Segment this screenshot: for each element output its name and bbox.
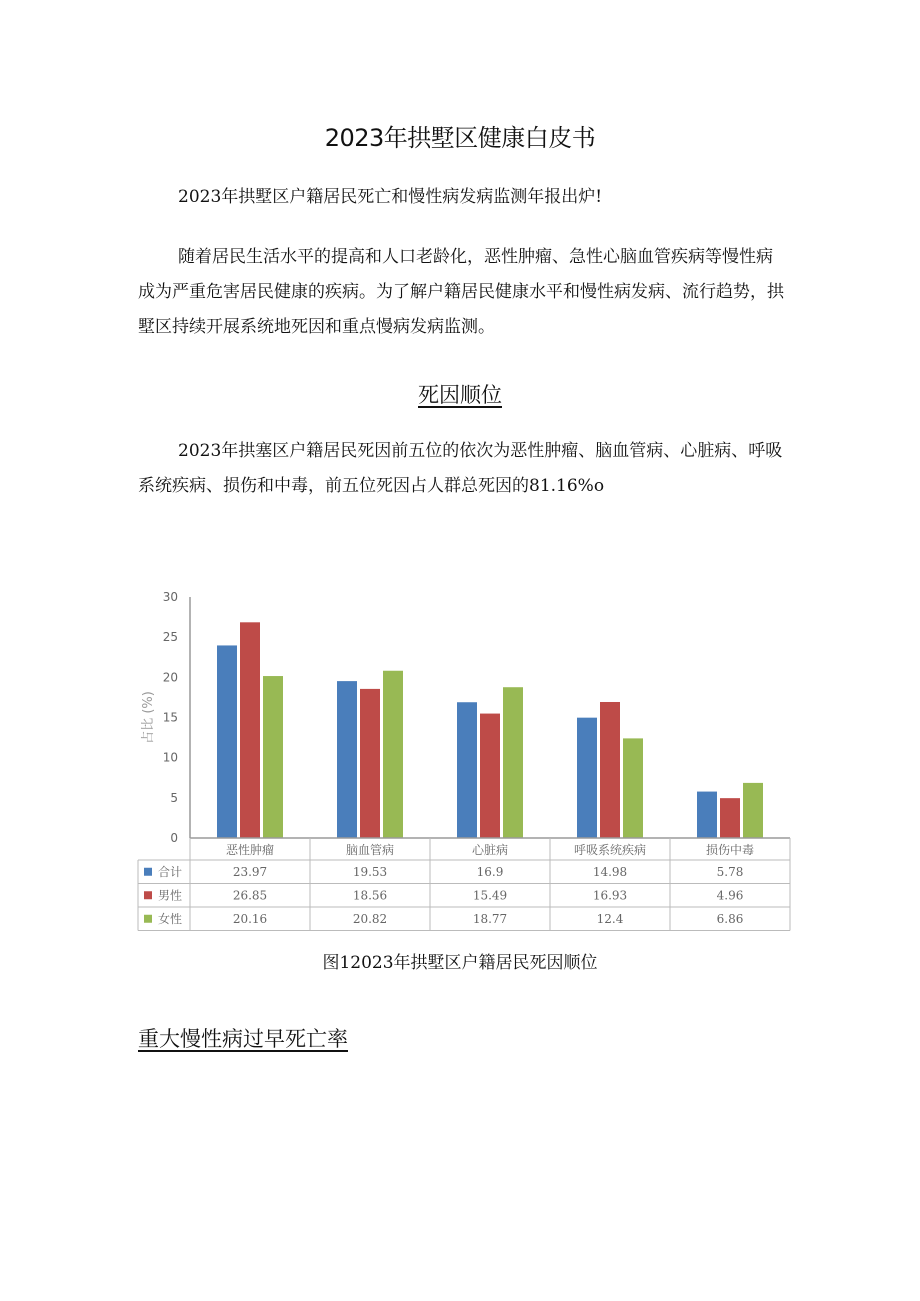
lead-sentence: 2023年拱墅区户籍居民死亡和慢性病发病监测年报出炉! — [178, 187, 603, 207]
table-value: 5.78 — [716, 864, 744, 879]
bar-female — [263, 676, 283, 838]
legend-swatch — [144, 868, 152, 876]
table-value: 16.9 — [476, 864, 504, 879]
cause-ranking-paragraph — [138, 434, 798, 504]
table-value: 20.82 — [352, 911, 388, 926]
table-value: 26.85 — [232, 888, 268, 903]
bar-male — [240, 622, 260, 838]
table-value: 23.97 — [232, 864, 268, 879]
bar-total — [577, 718, 597, 838]
x-category-label: 心脏病 — [471, 843, 509, 857]
intro-paragraph-text: 随着居民生活水平的提高和人口老龄化，恶性肿瘤、急性心脑血管疾病等慢性病成为严重危害居民健康的疾病。为了解户籍居民健康水平和慢性病发病、流行趋势，拱墅区持续开展系统地死因和重点慢病发病监测。 — [138, 247, 784, 337]
document-title: 2023年拱墅区健康白皮书 — [324, 124, 596, 152]
section-heading-premature-mortality: 重大慢性病过早死亡率 — [138, 1027, 348, 1051]
section-heading-cause-ranking — [0, 379, 920, 409]
table-value: 15.49 — [472, 888, 508, 903]
x-category-label: 脑血管病 — [345, 843, 395, 857]
table-value: 18.56 — [352, 888, 388, 903]
y-tick-label: 20 — [162, 670, 178, 685]
death-cause-bar-chart — [130, 580, 795, 935]
intro-paragraph — [138, 240, 788, 345]
table-value: 4.96 — [716, 888, 744, 903]
cause-ranking-paragraph-text: 2023年拱塞区户籍居民死因前五位的依次为恶性肿瘤、脑血管病、心脏病、呼吸系统疾病、损伤和中毒，前五位死因占人群总死因的81.16%o — [138, 441, 783, 496]
x-category-label: 损伤中毒 — [705, 843, 755, 857]
table-value: 6.86 — [716, 911, 744, 926]
bar-female — [503, 687, 523, 838]
legend-swatch — [144, 915, 152, 923]
y-tick-label: 0 — [170, 831, 178, 845]
legend-label: 女性 — [158, 911, 183, 926]
figure-caption: 图12023年拱墅区户籍居民死因顺位 — [322, 953, 598, 973]
bar-male — [720, 798, 740, 838]
x-category-label: 恶性肿瘤 — [225, 843, 275, 857]
legend-label: 合计 — [158, 864, 183, 879]
bar-total — [217, 645, 237, 838]
y-tick-label: 30 — [162, 590, 178, 604]
y-axis-label: 占比 (%) — [141, 691, 156, 744]
y-tick-label: 25 — [162, 630, 178, 645]
bar-female — [623, 738, 643, 838]
bar-male — [360, 689, 380, 838]
bar-total — [697, 792, 717, 838]
section-heading-text: 死因顺位 — [418, 383, 502, 407]
table-value: 14.98 — [592, 864, 628, 879]
table-value: 12.4 — [596, 911, 624, 926]
x-category-label: 呼吸系统疾病 — [573, 843, 647, 857]
bar-total — [457, 702, 477, 838]
table-value: 16.93 — [592, 888, 628, 903]
table-value: 19.53 — [352, 864, 388, 879]
legend-label: 男性 — [158, 888, 183, 903]
table-value: 18.77 — [472, 911, 508, 926]
table-value: 20.16 — [232, 911, 268, 926]
legend-swatch — [144, 891, 152, 899]
bar-total — [337, 681, 357, 838]
y-tick-label: 10 — [162, 750, 178, 765]
bar-male — [480, 714, 500, 838]
bar-female — [743, 783, 763, 838]
bar-male — [600, 702, 620, 838]
y-tick-label: 5 — [170, 790, 178, 805]
y-tick-label: 15 — [162, 710, 178, 725]
bar-female — [383, 671, 403, 838]
